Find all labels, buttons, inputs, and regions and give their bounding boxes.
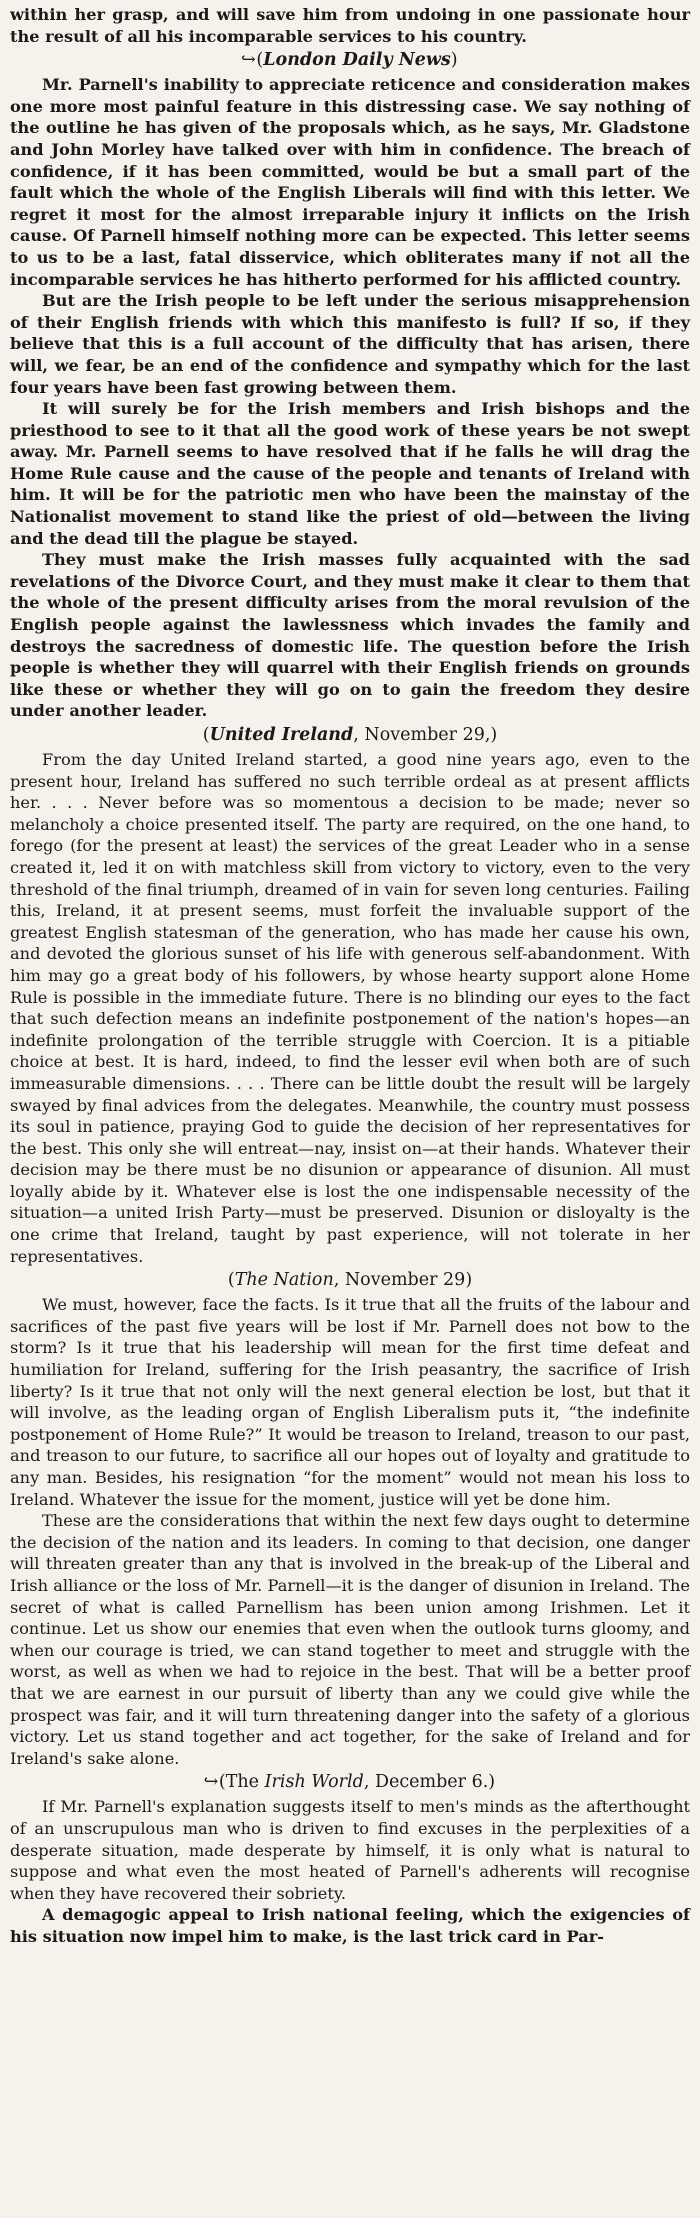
paragraph: They must make the Irish masses fully acquainted with the sad revelations of the Divorce Court, and they must make it clear to them that the whole of the present difficulty arises from the moral revulsion of the English people against the lawlessness which invades the family and destroys the sacredness of domestic life. The question before the Irish people is whether they will quarrel with their English friends on grounds like these or whether they will go on to gain the freedom they desire under another leader. <box>10 550 690 721</box>
paragraph: It will surely be for the Irish members and Irish bishops and the priesthood to see to it that all the good work of these years be not swept away. Mr. Parnell seems to have resolved that if he falls he will drag the Home Rule cause and the cause of the people and tenants of Ireland with him. It will be for the patriotic men who have been the mainstay of the Nationalist movement to stand like the priest of old—between the living and the dead till the plague be stayed. <box>10 399 690 548</box>
newspaper-name: London Daily News <box>263 50 451 71</box>
newspaper-name: United Ireland <box>209 725 354 745</box>
paragraph: But are the Irish people to be left under the serious misapprehension of their English friends with which this manifesto is full? If so, if they believe that this is a full account of the difficulty that has arisen, there will, we fear, be an end of the confidence and sympathy which for the last four years have been fast growing between them. <box>10 291 690 397</box>
paragraph: We must, however, face the facts. Is it true that all the fruits of the labour and sacrifices of the past five years will be lost if Mr. Parnell does not bow to the storm? Is it true that his leadership will mean for the first time defeat and humiliation for Ireland, suffering for the Irish peasantry, the sacrifice of Irish liberty? Is it true that not only will the next general election be lost, but that it will involve, as the leading organ of English Liberalism puts it, “the indefinite postponement of Home Rule?” It would be treason to Ireland, treason to our past, and treason to our future, to sacrifice all our hopes out of loyalty and gratitude to any man. Besides, his resignation “for the moment” would not mean his loss to Ireland. Whatever the issue for the moment, justice will yet be done him. <box>10 1295 690 1509</box>
lead-paragraph: within her grasp, and will save him from undoing in one passionate hour the result of all his incomparable services to his country. <box>10 5 690 46</box>
section-heading-irish-world: ↪(The Irish World, December 6.) <box>203 1772 496 1793</box>
heading-date: , November 29, <box>353 725 491 745</box>
paragraph: If Mr. Parnell's explanation suggests itself to men's minds as the afterthought of an unscrupulous man who is driven to find excuses in the perplexities of a desperate situation, made desperate by himself, it is only what is natural to suppose and what even the most heated of Parnell's adherents will recognise when they have recovered their sobriety. <box>10 1797 690 1903</box>
heading-date: , December 6. <box>363 1772 489 1793</box>
section-heading-london-daily-news: ↪(London Daily News) <box>241 50 458 71</box>
paragraph: Mr. Parnell's inability to appreciate reticence and consideration makes one more most painful feature in this distressing case. We say nothing of the outline he has given of the proposals which, as he says, Mr. Gladstone and John Morley have talked over with him in confidence. The breach of confidence, if it has been committed, would be but a small part of the fault which the whole of the English Liberals will find with this letter. We regret it most for the almost irreparable injury it inflicts on the Irish cause. Of Parnell himself nothing more can be expected. This letter seems to us to be a last, fatal disservice, which obliterates many if not all the incomparable services he has hitherto performed for his afflicted country. <box>10 75 690 289</box>
heading-prefix: The <box>225 1772 265 1793</box>
section-heading-the-nation: (The Nation, November 29) <box>227 1270 473 1291</box>
paragraph: These are the considerations that within the next few days ought to determine the decision of the nation and its leaders. In coming to that decision, one danger will threaten greater than any that is involved in the break-up of the Liberal and Irish alliance or the loss of Mr. Parnell—it is the danger of disunion in Ireland. The secret of what is called Parnellism has been union among Irishmen. Let it continue. Let us show our enemies that even when the outlook turns gloomy, and when our courage is tried, we can stand together to meet and struggle with the worst, as well as when we had to rejoice in the best. That will be a better proof that we are earnest in our pursuit of liberty than any we could give while the prospect was fair, and it will turn threatening danger into the safety of a glorious victory. Let us stand together and act together, for the sake of Ireland and for Ireland's sake alone. <box>10 1511 690 1768</box>
newspaper-name: The Nation <box>234 1270 334 1291</box>
newspaper-name: Irish World <box>264 1772 364 1793</box>
paragraph: From the day United Ireland started, a good nine years ago, even to the present hour, Ireland has suffered no such terrible ordeal as at present afflicts her. . . . Never before was so momentous a decision to be made; never so melancholy a choice presented itself. The party are required, on the one hand, to forego (for the present at least) the services of the great Leader who in a sense created it, led it on with matchless skill from victory to victory, even to the very threshold of the final triumph, dreamed of in vain for seven long centuries. Failing this, Ireland, it at present seems, must forfeit the invaluable support of the greatest English statesman of the generation, who has made her cause his own, and devoted the glorious sunset of his life with generous self-abandonment. With him may go a great body of his followers, by whose hearty support alone Home Rule is possible in the immediate future. There is no blinding our eyes to the fact that such defection means an indefinite postponement of the nation's hopes—an indefinite prolongation of the terrible struggle with Coercion. It is a pitiable choice at best. It is hard, indeed, to find the lesser evil when both are of such immeasurable dimensions. . . . There can be little doubt the result will be largely swayed by final advices from the delegates. Meanwhile, the country must possess its soul in patience, praying God to guide the decision of her representatives for the best. This only she will entreat—nay, insist on—at their hands. Whatever their decision may be there must be no disunion or appearance of disunion. All must loyally abide by it. Whatever else is lost the one indispensable necessity of the situation—a united Irish Party—must be preserved. Disunion or disloyalty is the one crime that Ireland, taught by past experience, will not tolerate in her representatives. <box>10 750 690 1266</box>
heading-date: , November 29 <box>333 1270 466 1291</box>
section-heading-united-ireland: (United Ireland, November 29,) <box>202 725 498 745</box>
section-mark: ↪ <box>241 50 256 71</box>
paragraph: A demagogic appeal to Irish national feeling, which the exigencies of his situation now impel him to make, is the last trick card in Par- <box>10 1905 690 1946</box>
section-mark: ↪ <box>203 1772 219 1793</box>
